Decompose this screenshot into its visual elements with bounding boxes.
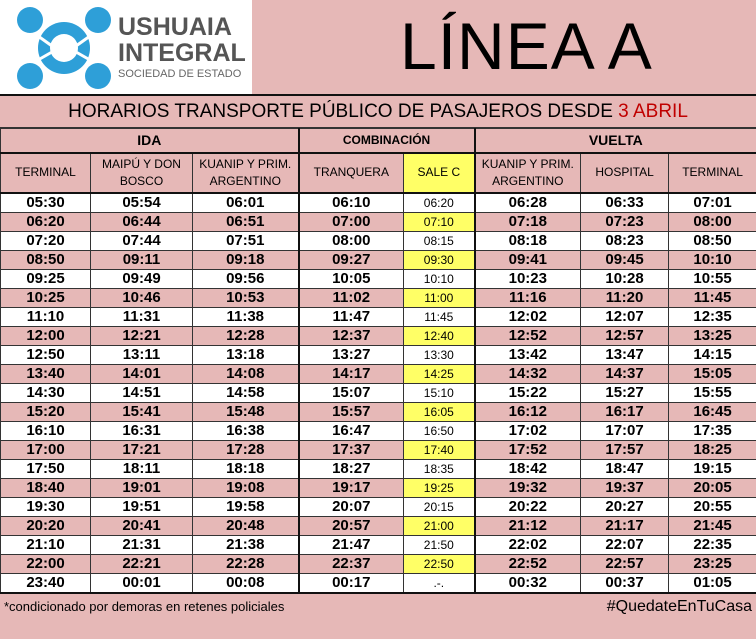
time-cell: 10:23	[475, 269, 581, 288]
sale-c-cell: 07:10	[404, 212, 475, 231]
time-cell: 06:10	[299, 193, 404, 213]
sale-c-cell: 13:30	[404, 345, 475, 364]
time-cell: 15:22	[475, 383, 581, 402]
time-cell: 19:15	[669, 459, 756, 478]
time-cell: 09:49	[91, 269, 193, 288]
time-cell: 16:47	[299, 421, 404, 440]
sale-c-cell: 15:10	[404, 383, 475, 402]
time-cell: 17:37	[299, 440, 404, 459]
table-row	[1, 383, 756, 402]
time-cell: 15:20	[1, 402, 91, 421]
time-cell: 17:52	[475, 440, 581, 459]
time-cell: 19:58	[193, 497, 299, 516]
time-cell: 11:38	[193, 307, 299, 326]
time-cell: 06:01	[193, 193, 299, 213]
column-header: KUANIP Y PRIM. ARGENTINO	[475, 153, 581, 193]
table-row	[1, 288, 756, 307]
time-cell: 10:55	[669, 269, 756, 288]
group-combinacion: COMBINACIÓN	[299, 129, 475, 153]
time-cell: 09:41	[475, 250, 581, 269]
sale-c-cell: 21:00	[404, 516, 475, 535]
time-cell: 01:05	[669, 573, 756, 593]
time-cell: 11:16	[475, 288, 581, 307]
table-row	[1, 193, 756, 213]
time-cell: 18:25	[669, 440, 756, 459]
time-cell: 21:10	[1, 535, 91, 554]
time-cell: 07:01	[669, 193, 756, 213]
time-cell: 11:20	[581, 288, 669, 307]
title-text: HORARIOS TRANSPORTE PÚBLICO DE PASAJEROS DESDE	[68, 101, 619, 122]
sale-c-cell: 11:00	[404, 288, 475, 307]
time-cell: 13:27	[299, 345, 404, 364]
table-row	[1, 326, 756, 345]
time-cell: 19:32	[475, 478, 581, 497]
time-cell: 21:38	[193, 535, 299, 554]
time-cell: 22:57	[581, 554, 669, 573]
time-cell: 19:01	[91, 478, 193, 497]
time-cell: 08:23	[581, 231, 669, 250]
time-cell: 18:27	[299, 459, 404, 478]
footer-note: *condicionado por demoras en retenes policiales	[4, 598, 285, 614]
time-cell: 07:20	[1, 231, 91, 250]
time-cell: 19:17	[299, 478, 404, 497]
sale-c-cell: 09:30	[404, 250, 475, 269]
table-row	[1, 402, 756, 421]
time-cell: 11:02	[299, 288, 404, 307]
time-cell: 12:57	[581, 326, 669, 345]
time-cell: 14:32	[475, 364, 581, 383]
time-cell: 08:00	[669, 212, 756, 231]
sale-c-cell: 10:10	[404, 269, 475, 288]
time-cell: 09:11	[91, 250, 193, 269]
time-cell: 13:18	[193, 345, 299, 364]
time-cell: 11:10	[1, 307, 91, 326]
time-cell: 15:55	[669, 383, 756, 402]
time-cell: 17:57	[581, 440, 669, 459]
time-cell: 10:05	[299, 269, 404, 288]
table-row	[1, 250, 756, 269]
sale-c-cell: 14:25	[404, 364, 475, 383]
time-cell: 09:56	[193, 269, 299, 288]
time-cell: 08:50	[1, 250, 91, 269]
table-row	[1, 478, 756, 497]
time-cell: 21:47	[299, 535, 404, 554]
time-cell: 14:08	[193, 364, 299, 383]
time-cell: 20:48	[193, 516, 299, 535]
time-cell: 16:38	[193, 421, 299, 440]
column-header: HOSPITAL	[581, 153, 669, 193]
column-header: SALE C	[404, 153, 475, 193]
column-header: MAIPÚ Y DON BOSCO	[91, 153, 193, 193]
time-cell: 17:02	[475, 421, 581, 440]
table-row	[1, 212, 756, 231]
sale-c-cell: 21:50	[404, 535, 475, 554]
logo-text-2: INTEGRAL	[118, 39, 246, 67]
sale-c-cell: 08:15	[404, 231, 475, 250]
logo	[0, 0, 252, 94]
time-cell: 13:47	[581, 345, 669, 364]
header	[0, 0, 756, 96]
table-row	[1, 269, 756, 288]
time-cell: 00:08	[193, 573, 299, 593]
time-cell: 10:28	[581, 269, 669, 288]
time-cell: 00:37	[581, 573, 669, 593]
time-cell: 22:28	[193, 554, 299, 573]
sale-c-cell: 18:35	[404, 459, 475, 478]
time-cell: 11:45	[669, 288, 756, 307]
time-cell: 17:07	[581, 421, 669, 440]
time-cell: 20:55	[669, 497, 756, 516]
time-cell: 14:15	[669, 345, 756, 364]
time-cell: 20:20	[1, 516, 91, 535]
time-cell: 06:20	[1, 212, 91, 231]
table-row	[1, 421, 756, 440]
time-cell: 06:51	[193, 212, 299, 231]
table-row	[1, 459, 756, 478]
time-cell: 18:40	[1, 478, 91, 497]
time-cell: 10:46	[91, 288, 193, 307]
footer	[0, 594, 756, 619]
time-cell: 08:18	[475, 231, 581, 250]
time-cell: 16:17	[581, 402, 669, 421]
time-cell: 12:07	[581, 307, 669, 326]
sale-c-cell: 19:25	[404, 478, 475, 497]
time-cell: 20:41	[91, 516, 193, 535]
table-row	[1, 573, 756, 593]
time-cell: 18:47	[581, 459, 669, 478]
time-cell: 14:17	[299, 364, 404, 383]
time-cell: 14:37	[581, 364, 669, 383]
time-cell: 06:33	[581, 193, 669, 213]
time-cell: 12:02	[475, 307, 581, 326]
time-cell: 15:41	[91, 402, 193, 421]
time-cell: 19:30	[1, 497, 91, 516]
time-cell: 19:37	[581, 478, 669, 497]
time-cell: 12:00	[1, 326, 91, 345]
line-title: LÍNEA A	[400, 9, 653, 83]
time-cell: 00:01	[91, 573, 193, 593]
group-vuelta: VUELTA	[475, 129, 756, 153]
time-cell: 15:07	[299, 383, 404, 402]
time-cell: 08:00	[299, 231, 404, 250]
table-row	[1, 554, 756, 573]
table-row	[1, 364, 756, 383]
time-cell: 21:17	[581, 516, 669, 535]
time-cell: 07:51	[193, 231, 299, 250]
time-cell: 17:28	[193, 440, 299, 459]
sale-c-cell: 22:50	[404, 554, 475, 573]
group-ida: IDA	[1, 129, 299, 153]
time-cell: 13:42	[475, 345, 581, 364]
time-cell: 06:44	[91, 212, 193, 231]
time-cell: 22:21	[91, 554, 193, 573]
sale-c-cell: 11:45	[404, 307, 475, 326]
time-cell: 16:12	[475, 402, 581, 421]
time-cell: 20:57	[299, 516, 404, 535]
time-cell: 19:51	[91, 497, 193, 516]
time-cell: 07:00	[299, 212, 404, 231]
sale-c-cell: 20:15	[404, 497, 475, 516]
time-cell: 20:27	[581, 497, 669, 516]
time-cell: 14:30	[1, 383, 91, 402]
time-cell: 06:28	[475, 193, 581, 213]
time-cell: 22:00	[1, 554, 91, 573]
time-cell: 05:30	[1, 193, 91, 213]
table-row	[1, 516, 756, 535]
time-cell: 15:48	[193, 402, 299, 421]
sale-c-cell: 16:50	[404, 421, 475, 440]
table-row	[1, 497, 756, 516]
time-cell: 12:21	[91, 326, 193, 345]
time-cell: 17:00	[1, 440, 91, 459]
time-cell: 09:27	[299, 250, 404, 269]
time-cell: 15:27	[581, 383, 669, 402]
column-header: TERMINAL	[669, 153, 756, 193]
time-cell: 20:22	[475, 497, 581, 516]
table-row	[1, 345, 756, 364]
time-cell: 10:53	[193, 288, 299, 307]
time-cell: 22:35	[669, 535, 756, 554]
time-cell: 13:25	[669, 326, 756, 345]
time-cell: 15:57	[299, 402, 404, 421]
time-cell: 12:52	[475, 326, 581, 345]
table-row	[1, 231, 756, 250]
time-cell: 11:47	[299, 307, 404, 326]
time-cell: 22:37	[299, 554, 404, 573]
time-cell: 22:02	[475, 535, 581, 554]
time-cell: 22:52	[475, 554, 581, 573]
time-cell: 11:31	[91, 307, 193, 326]
title-date: 3 ABRIL	[618, 101, 688, 122]
time-cell: 10:10	[669, 250, 756, 269]
time-cell: 18:42	[475, 459, 581, 478]
sale-c-cell: 06:20	[404, 193, 475, 213]
column-header: TRANQUERA	[299, 153, 404, 193]
logo-text-3: SOCIEDAD DE ESTADO	[118, 68, 242, 80]
time-cell: 09:18	[193, 250, 299, 269]
sale-c-cell: .-.	[404, 573, 475, 593]
time-cell: 12:35	[669, 307, 756, 326]
time-cell: 12:50	[1, 345, 91, 364]
time-cell: 20:07	[299, 497, 404, 516]
time-cell: 16:31	[91, 421, 193, 440]
time-cell: 08:50	[669, 231, 756, 250]
time-cell: 09:45	[581, 250, 669, 269]
time-cell: 14:51	[91, 383, 193, 402]
time-cell: 00:17	[299, 573, 404, 593]
time-cell: 00:32	[475, 573, 581, 593]
column-header: KUANIP Y PRIM. ARGENTINO	[193, 153, 299, 193]
time-cell: 14:58	[193, 383, 299, 402]
sale-c-cell: 16:05	[404, 402, 475, 421]
time-cell: 17:50	[1, 459, 91, 478]
time-cell: 21:31	[91, 535, 193, 554]
logo-text-1: USHUAIA	[118, 13, 232, 41]
time-cell: 14:01	[91, 364, 193, 383]
hashtag: #QuedateEnTuCasa	[606, 597, 752, 615]
time-cell: 07:23	[581, 212, 669, 231]
time-cell: 19:08	[193, 478, 299, 497]
logo-people-icon	[16, 6, 112, 90]
time-cell: 20:05	[669, 478, 756, 497]
time-cell: 13:40	[1, 364, 91, 383]
time-cell: 13:11	[91, 345, 193, 364]
table-row	[1, 307, 756, 326]
time-cell: 16:45	[669, 402, 756, 421]
time-cell: 23:40	[1, 573, 91, 593]
table-row	[1, 535, 756, 554]
time-cell: 21:12	[475, 516, 581, 535]
sale-c-cell: 12:40	[404, 326, 475, 345]
time-cell: 18:11	[91, 459, 193, 478]
time-cell: 23:25	[669, 554, 756, 573]
column-header: TERMINAL	[1, 153, 91, 193]
schedule-table	[0, 128, 756, 594]
table-row	[1, 440, 756, 459]
time-cell: 18:18	[193, 459, 299, 478]
time-cell: 07:44	[91, 231, 193, 250]
time-cell: 09:25	[1, 269, 91, 288]
time-cell: 05:54	[91, 193, 193, 213]
time-cell: 17:35	[669, 421, 756, 440]
time-cell: 16:10	[1, 421, 91, 440]
time-cell: 15:05	[669, 364, 756, 383]
time-cell: 22:07	[581, 535, 669, 554]
time-cell: 07:18	[475, 212, 581, 231]
time-cell: 21:45	[669, 516, 756, 535]
time-cell: 17:21	[91, 440, 193, 459]
time-cell: 12:37	[299, 326, 404, 345]
schedule-title	[0, 96, 756, 128]
sale-c-cell: 17:40	[404, 440, 475, 459]
time-cell: 12:28	[193, 326, 299, 345]
time-cell: 10:25	[1, 288, 91, 307]
